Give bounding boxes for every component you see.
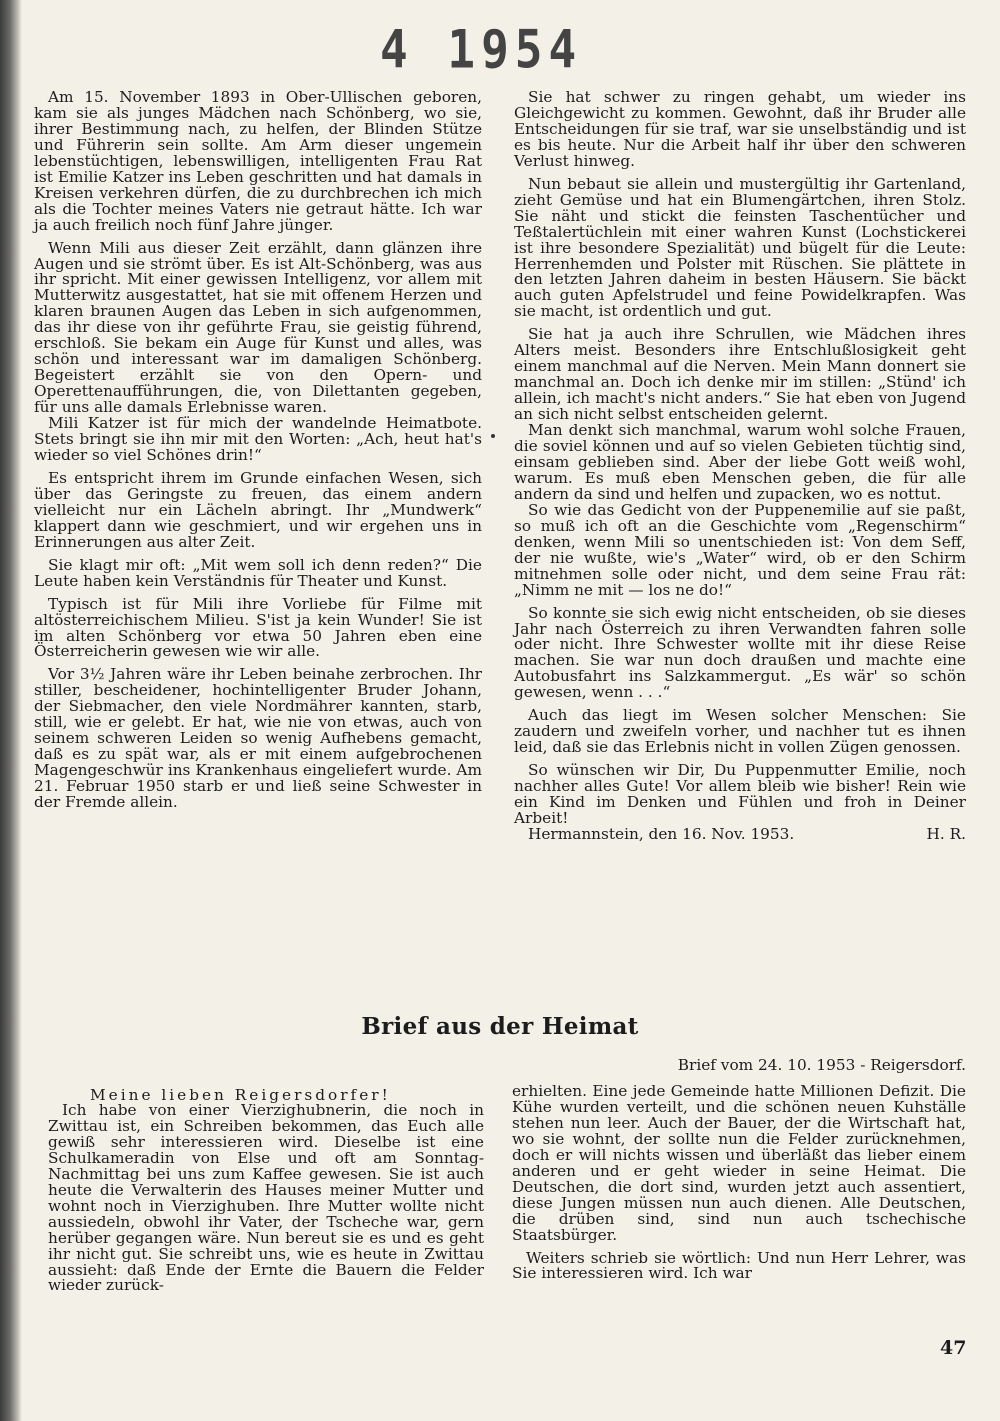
paragraph: So wie das Gedicht von der Puppenemilie auf sie paßt, so muß ich oft an die Geschichte vom „Regenschirm“ denken, wenn Mili so unentschieden ist: Von dem Seff, der nie wußte, wie's „Water“ wird, ob er den Schirm mitnehmen solle oder nicht, und dem seine Frau rät: „Nimm ne mit — los ne do!“ [514,500,966,599]
paragraph: Sie klagt mir oft: „Mit wem soll ich denn reden?“ Die Leute haben kein Verständnis für Theater und Kunst. [34,555,482,590]
page-binding-shadow [0,0,22,1421]
paragraph: Am 15. November 1893 in Ober-Ullischen geboren, kam sie als junges Mädchen nach Schönberg, wo sie, ihrer Bestimmung nach, zu helfen, der Blinden Stütze und Führerin sein sollte. Am Arm dieser ungemein lebenstüchtigen, lebenswilligen, intelligenten Frau Rat ist Emilie Katzer ins Leben geschritten und hat damals in Kreisen verkehren dürfen, die zu durchbrechen ich mich als die Tochter meines Vaters nie getraut hätte. Ich war ja auch freilich noch fünf Jahre jünger. [34,88,482,234]
paragraph: Man denkt sich manchmal, warum wohl solche Frauen, die soviel können und auf so vielen Gebieten tüchtig sind, einsam geblieben sind. Aber der liebe Gott weiß wohl, warum. Es muß eben Menschen geben, die für alle andern da sind und helfen und zupacken, wo es nottut. [514,421,966,503]
article1-column-2 [514,90,966,843]
paragraph: Auch das liegt im Wesen solcher Menschen: Sie zaudern und zweifeln vorher, und nachher tut es ihnen leid, daß sie das Erlebnis nicht in vollen Zügen genossen. [514,706,966,757]
paragraph: erhielten. Eine jede Gemeinde hatte Millionen Defizit. Die Kühe wurden verteilt, und die schönen neuen Kuhställe stehen nun leer. Auch der Bauer, der die Wirtschaft hat, wo sie wohnt, der sollte nun die Felder zurücknehmen, doch er will nichts wissen und überläßt das lieber einem anderen und er geht wieder in seine Heimat. Die Deutschen, die dort sind, wurden jetzt auch assentiert, diese Jungen müssen nun auch dienen. Alle Deutschen, die drüben sind, sind nun auch tschechische Staatsbürger. [512,1082,966,1244]
signature-initials: H. R. [926,824,966,843]
article2-dateline: Brief vom 24. 10. 1953 - Reigersdorf. [677,1056,966,1074]
article2-column-1 [48,1103,484,1301]
print-speck [491,434,495,438]
paragraph: So konnte sie sich ewig nicht entscheiden, ob sie dieses Jahr nach Österreich zu ihren Verwandten fahren solle oder nicht. Ihre Schwester wollte mit ihr diese Reise machen. Sie war nun doch draußen und machte eine Autobusfahrt ins Salzkammergut. „Es wär' so schön gewesen, wenn . . .“ [514,603,966,702]
paragraph: Typisch ist für Mili ihre Vorliebe für Filme mit altösterreichischem Milieu. S'ist ja kein Wunder! Sie ist im alten Schönberg vor etwa 50 Jahren eben eine Österreicherin gewesen wie wir alle. [34,594,482,661]
paragraph: Weiters schrieb sie wörtlich: Und nun Herr Lehrer, was Sie interessieren wird. Ich war [512,1248,966,1283]
signature-place: Hermannstein, den 16. Nov. 1953. [528,824,795,843]
paragraph: Wenn Mili aus dieser Zeit erzählt, dann glänzen ihre Augen und sie strömt über. Es ist Alt-Schönberg, was aus ihr spricht. Mit einer gewissen Intelligenz, vor allem mit Mutterwitz ausgestattet, hat sie mit offenem Herzen und klaren braunen Augen das Leben in sich aufgenommen, das ihr diese von ihr geführte Frau, sie geistig führend, erschloß. Sie bekam ein Auge für Kunst und alles, was schön und interessant war im damaligen Schönberg. Begeistert erzählt sie von den Opern- und Operettenaufführungen, die, von Dilettanten gegeben, für uns alle damals Erlebnisse waren. [34,238,482,417]
paragraph: Sie hat schwer zu ringen gehabt, um wieder ins Gleichgewicht zu kommen. Gewohnt, daß ihr Bruder alle Entscheidungen für sie traf, war sie unselbständig und ist es bis heute. Nur die Arbeit half ihr über den schweren Verlust hinweg. [514,88,966,170]
paragraph: Sie hat ja auch ihre Schrullen, wie Mädchen ihres Alters meist. Besonders ihre Entschlußlosigkeit geht einem manchmal auf die Nerven. Mein Mann donnert sie manchmal an. Doch ich denke mir im stillen: „Stünd' ich allein, ich macht's nicht anders.“ Sie hat eben von Jugend an sich nicht selbst entscheiden gelernt. [514,325,966,424]
paragraph: Ich habe von einer Vierzighubnerin, die noch in Zwittau ist, ein Schreiben bekommen, das Euch alle gewiß sehr interessieren wird. Dieselbe ist eine Schulkameradin von Else und oft am Sonntag-Nachmittag bei uns zum Kaffee gewesen. Sie ist auch heute die Verwalterin des Hauses meiner Mutter und wohnt noch in Vierzighuben. Ihre Mutter wollte nicht aussiedeln, obwohl ihr Vater, der Tscheche war, gern herüber gegangen wäre. Nun bereut sie es und es geht ihr nicht gut. Sie schreibt uns, wie es heute in Zwittau aussieht: daß Ende der Ernte die Bauern die Felder wieder zurück- [48,1101,484,1295]
paragraph: Vor 3½ Jahren wäre ihr Leben beinahe zerbrochen. Ihr stiller, bescheidener, hochintelligenter Bruder Johann, der Siebmacher, den viele Nordmährer kannten, starb, still, wie er gelebt. Er hat, wie nie von etwas, auch von seinem schweren Leiden so wenig Aufhebens gemacht, daß es zu spät war, als er mit einem aufgebrochenen Magengeschwür ins Krankenhaus eingeliefert wurde. Am 21. Februar 1950 starb er und ließ seine Schwester in der Fremde allein. [34,665,482,812]
issue-stamp: 4 1954 [380,17,583,81]
article2-salutation: Meine lieben Reigersdorfer! [90,1086,391,1104]
signature-line [514,824,966,843]
article2-column-2 [512,1084,966,1289]
paragraph: Es entspricht ihrem im Grunde einfachen Wesen, sich über das Geringste zu freuen, das einem andern vielleicht nur ein Lächeln abringt. Ihr „Mundwerk“ klappert dann wie geschmiert, und wir ergehen uns in Erinnerungen aus alter Zeit. [34,468,482,551]
article2-heading: Brief aus der Heimat [361,1013,639,1040]
page-number: 47 [940,1337,967,1359]
paragraph: So wünschen wir Dir, Du Puppenmutter Emilie, noch nachher alles Gute! Vor allem bleib wie bisher! Rein wie ein Kind im Denken und Fühlen und froh in Deiner Arbeit! [514,761,966,827]
paragraph: Nun bebaut sie allein und mustergültig ihr Gartenland, zieht Gemüse und hat ein Blumengärtchen, ihren Stolz. Sie näht und stickt die feinsten Taschentücher und Teßtalertüchlein mit einer wahren Kunst (Lochstickerei ist ihre besondere Spezialität) und bügelt für die Leute: Herrenhemden und Polster mit Rüschen. Sie plättete in den letzten Jahren daheim in besten Häusern. Sie bäckt auch guten Apfelstrudel und feine Powidelkrapfen. Was sie macht, ist ordentlich und gut. [514,174,966,321]
paragraph: Mili Katzer ist für mich der wandelnde Heimatbote. Stets bringt sie ihn mir mit den Worten: „Ach, heut hat's wieder so viel Schönes drin!“ [34,414,482,464]
article1-column-1 [34,90,482,818]
